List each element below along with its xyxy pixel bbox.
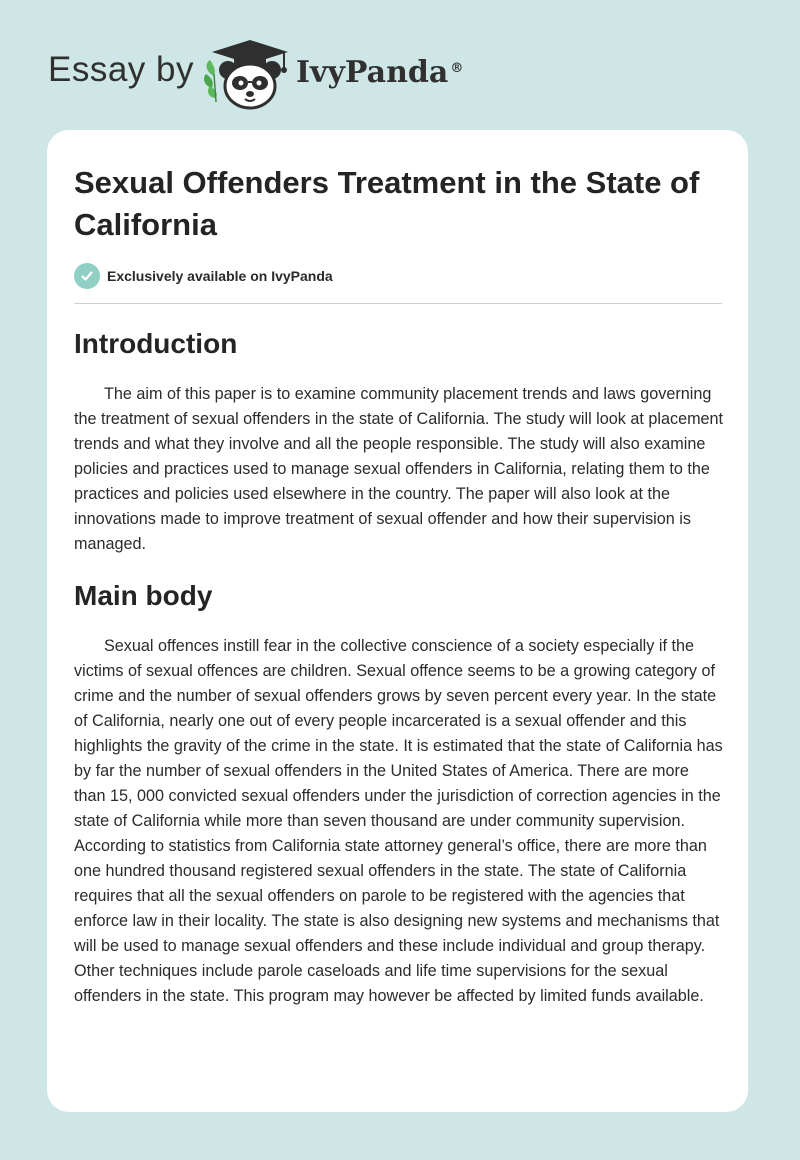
section-heading: Introduction (74, 328, 238, 359)
section-paragraph: The aim of this paper is to examine community placement trends and laws governing the treatment of sexual offenders in the state of California. The study will look at placement trends and what they involve and all the people responsible. The study will also examine policies and practices used to manage sexual offenders in California, relating them to the practices and policies used elsewhere in the country. The paper will also look at the innovations made to improve treatment of sexual offender and how their supervision is managed. (74, 385, 724, 553)
site-header (0, 0, 800, 130)
section-paragraph: Sexual offences instill fear in the collective conscience of a society especially if the victims of sexual offences are children. Sexual offence seems to be a growing category of crime and the number of sexual offenders grows by seven percent every year. In the state of California, nearly one out of every people incarcerated is a sexual offender and this highlights the gravity of the crime in the state. It is estimated that the state of California has by far the number of sexual offenders in the United States of America. There are more than 15, 000 convicted sexual offenders under the jurisdiction of correction agencies in the state of California while more than seven thousand are under community supervision. According to statistics from California state attorney general’s office, there are more than one hundred thousand registered sexual offenders in the state. The state of California requires that all the sexual offenders on parole to be registered with the agencies that enforce law in their locality. The state is also designing new systems and mechanisms that will be used to manage sexual offenders and these include individual and group therapy. Other techniques include parole caseloads and life time supervisions for the sexual offenders in the state. This program may however be affected by limited funds available. (74, 637, 723, 1005)
section-introduction (74, 326, 724, 557)
exclusive-label: Exclusively available on IvyPanda (107, 268, 333, 284)
check-icon (74, 263, 100, 289)
article-card (47, 130, 748, 1112)
panda-graduate-icon (200, 36, 292, 110)
article-title: Sexual Offenders Treatment in the State of California (74, 165, 700, 242)
essay-by-label: Essay by (48, 50, 194, 89)
brand-logo (296, 53, 463, 93)
section-heading: Main body (74, 580, 213, 611)
section-main-body (74, 578, 724, 1009)
exclusive-badge (74, 262, 333, 290)
brand-name: IvyPanda (296, 55, 449, 90)
divider (74, 303, 722, 304)
registered-mark: ® (450, 61, 464, 76)
